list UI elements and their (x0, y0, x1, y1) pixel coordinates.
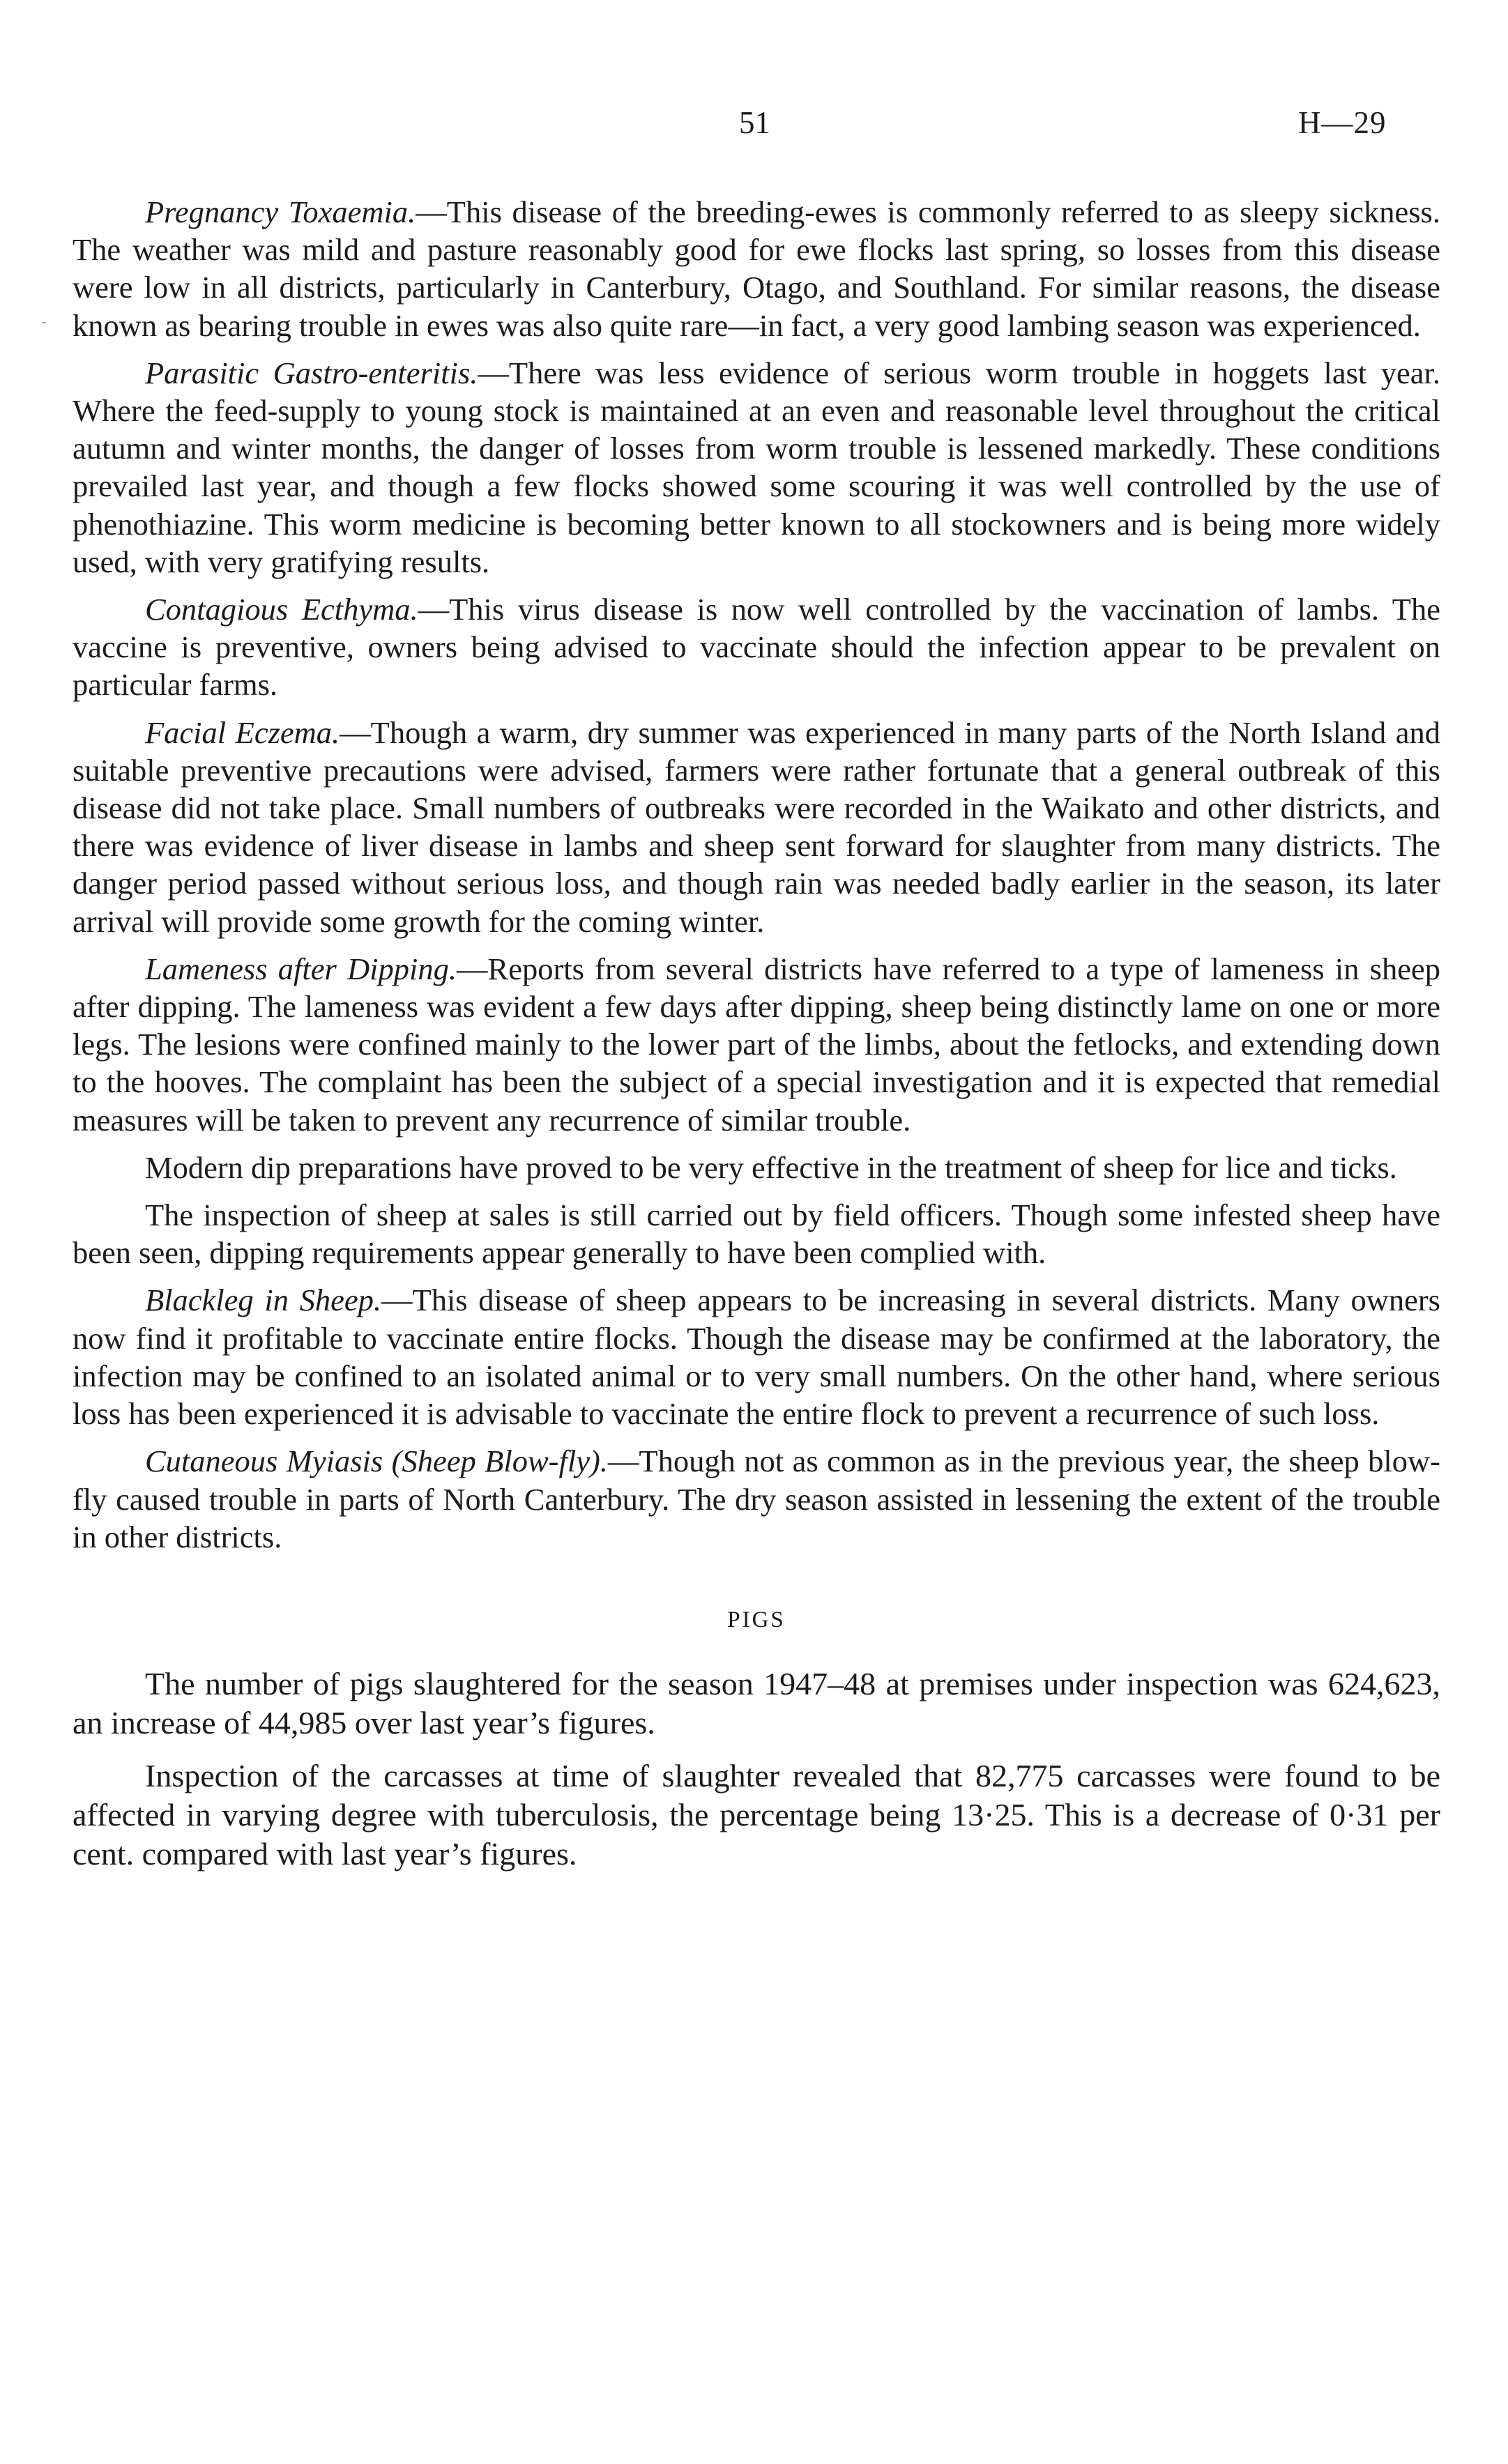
paragraph-lead: Facial Eczema. (145, 714, 340, 750)
paragraph-lead: Blackleg in Sheep. (145, 1283, 382, 1318)
paragraph-sales-inspection (73, 1196, 1440, 1271)
paragraph-text: —Though a warm, dry summer was experienced in many parts of the North Island and suitable preventive precautions were advised, farmers were rather fortunate that a general outbreak of this disease did not take place. Small numbers of outbreaks were recorded in the Waikato and other districts, and there was evidence of liver disease in lambs and sheep sent forward for slaughter from many districts. The danger period passed without serious loss, and though rain was needed badly earlier in the season, its later arrival will provide some growth for the coming winter. (73, 714, 1440, 939)
pigs-section (73, 1606, 1440, 1874)
paragraph-lead: Parasitic Gastro-enteritis. (145, 355, 478, 390)
paragraph-parasitic-gastro-enteritis (73, 354, 1440, 581)
paragraph-lead: Lameness after Dipping. (145, 951, 457, 986)
paragraph-text: —This disease of sheep appears to be increasing in several districts. Many owners now find it profitable to vaccinate entire flocks. Though the disease may be confirmed at the laboratory, the infection may be confined to an isolated animal or to very small numbers. On the other hand, where serious loss has been experienced it is advisable to vaccinate the entire flock to prevent a recurrence of such loss. (73, 1283, 1441, 1432)
document-reference: H—29 (1298, 105, 1387, 140)
paragraph-blackleg-in-sheep (73, 1281, 1440, 1432)
paragraph-pregnancy-toxaemia (73, 193, 1440, 344)
page-header (0, 105, 1508, 153)
paragraph-pigs-tuberculosis: Inspection of the carcasses at time of slaughter revealed that 82,775 carcasses were found to be affected in varying degree with tuberculosis, the percentage being 13·25. This is a decrease of 0·31 per cent. compared with last year’s figures. (73, 1757, 1440, 1872)
paragraph-text: The inspection of sheep at sales is still carried out by field officers. Though some infested sheep have been seen, dipping requirements appear generally to have been complied with. (73, 1197, 1440, 1271)
paragraph-contagious-ecthyma (73, 590, 1440, 704)
paragraph-pigs-slaughtered: The number of pigs slaughtered for the season 1947–48 at premises under inspection was 624,623, an increase of 44,985 over last year’s figures. (73, 1665, 1440, 1740)
paragraph-text: Modern dip preparations have proved to be very effective in the treatment of sheep for lice and ticks. (145, 1149, 1397, 1185)
paragraph-text: —This disease of the breeding-ewes is commonly referred to as sleepy sickness. The weather was mild and pasture reasonably good for ewe flocks last spring, so losses from this disease were low in all districts, particularly in Canterbury, Otago, and Southland. For similar reasons, the disease known as bearing trouble in ewes was also quite rare—in fact, a very good lambing season was experienced. (73, 194, 1440, 343)
page-number: 51 (739, 105, 770, 140)
paragraph-dip-preparations (73, 1149, 1440, 1186)
paragraph-lameness-after-dipping (73, 950, 1440, 1139)
paragraph-facial-eczema (73, 714, 1440, 940)
section-heading-pigs: PIGS (727, 1607, 786, 1632)
paragraph-cutaneous-myiasis (73, 1442, 1440, 1556)
paragraph-text: —There was less evidence of serious worm trouble in hoggets last year. Where the feed-supply to young stock is maintained at an even and reasonable level throughout the critical autumn and winter months, the danger of losses from worm trouble is lessened markedly. These conditions prevailed last year, and though a few flocks showed some scouring it was well controlled by the use of phenothiazine. This worm medicine is becoming better known to all stockowners and is being more widely used, with very gratifying results. (73, 355, 1440, 579)
paragraph-text: —Reports from several districts have referred to a type of lameness in sheep after dipping. The lameness was evident a few days after dipping, sheep being distinctly lame on one or more legs. The lesions were confined mainly to the lower part of the limbs, about the fetlocks, and extending down to the hooves. The complaint has been the subject of a special investigation and it is expected that remedial measures will be taken to prevent any recurrence of similar trouble. (73, 951, 1440, 1138)
paragraph-text: —This virus disease is now well controlled by the vaccination of lambs. The vaccine is preventive, owners being advised to vaccinate should the infection appear to be prevalent on particular farms. (73, 592, 1440, 703)
paragraph-lead: Contagious Ecthyma. (145, 592, 418, 627)
body-text (73, 193, 1440, 1888)
paragraph-text: —Though not as common as in the previous year, the sheep blow-fly caused trouble in parts of North Canterbury. The dry season assisted in lessening the extent of the trouble in other districts. (73, 1444, 1441, 1554)
margin-mark (42, 322, 46, 323)
paragraph-lead: Pregnancy Toxaemia. (145, 194, 416, 229)
paragraph-lead: Cutaneous Myiasis (Sheep Blow-fly). (145, 1444, 608, 1479)
